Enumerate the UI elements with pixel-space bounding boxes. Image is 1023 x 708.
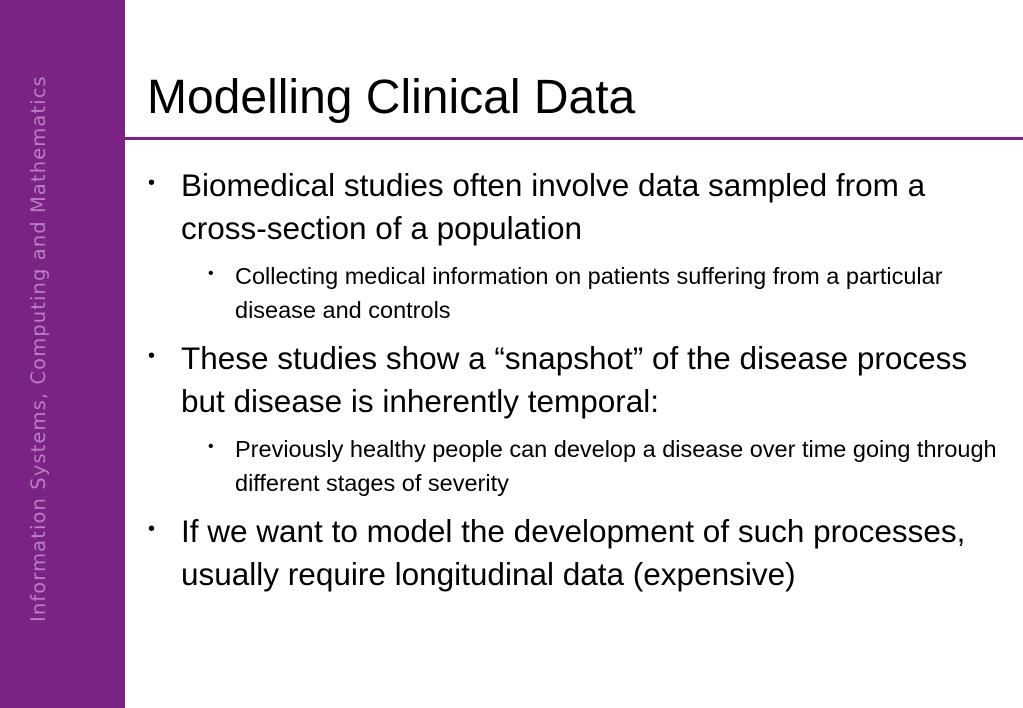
bullet-item: If we want to model the development of such processes, usually require longitudinal data (expensive) — [181, 513, 966, 592]
bullet-marker: • — [148, 172, 156, 194]
bullet-marker: • — [148, 345, 156, 367]
sub-bullet-item: Previously healthy people can develop a disease over time going through different stages of severity — [235, 436, 997, 496]
sub-bullet-marker: • — [208, 265, 214, 282]
bullet-item: These studies show a “snapshot” of the disease process but disease is inherently temporal: — [181, 340, 968, 419]
bullet-item: Biomedical studies often involve data sampled from a cross-section of a population — [181, 167, 926, 246]
sidebar-department-text: Information Systems, Computing and Mathematics — [27, 75, 50, 622]
bullet-marker: • — [148, 518, 156, 540]
sub-bullet-item: Collecting medical information on patients suffering from a particular disease and controls — [235, 263, 943, 323]
slide-title: Modelling Clinical Data — [147, 71, 636, 124]
sub-bullet-marker: • — [208, 438, 214, 455]
